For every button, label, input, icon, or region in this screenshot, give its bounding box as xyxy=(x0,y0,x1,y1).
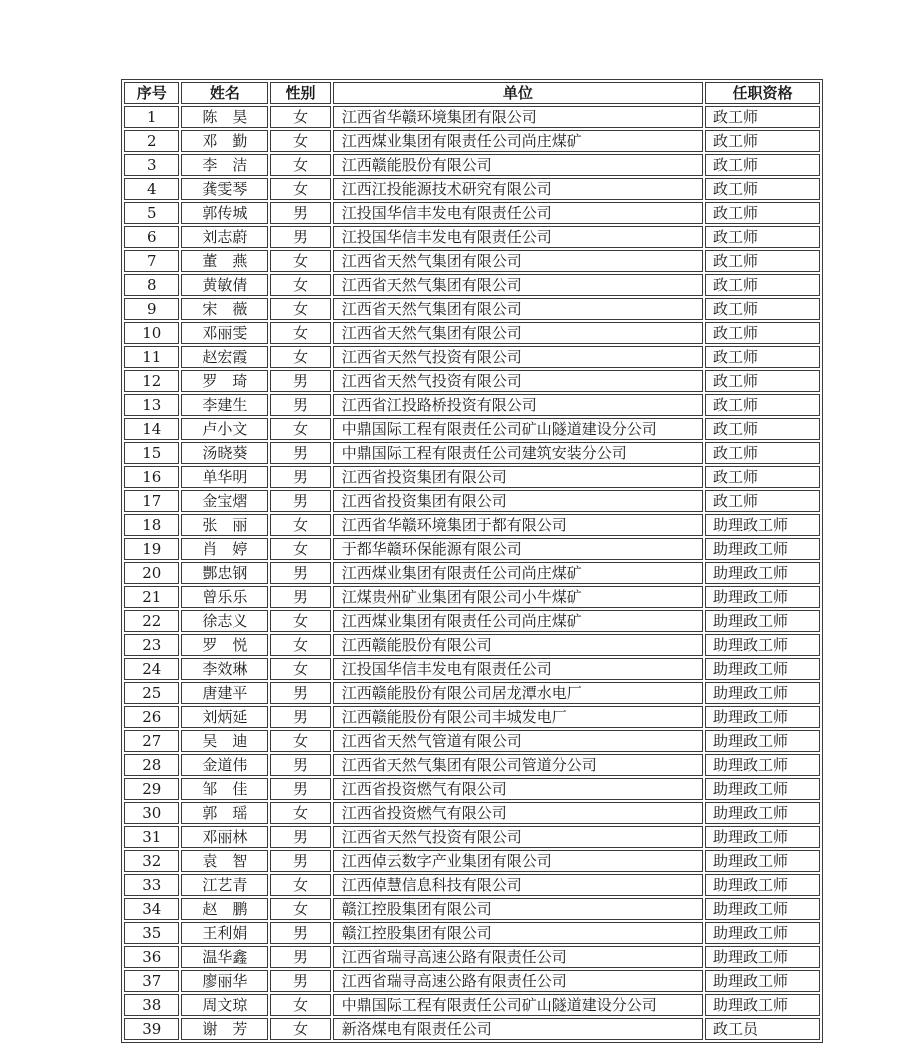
cell-index: 12 xyxy=(124,370,179,392)
cell-gender: 女 xyxy=(270,514,331,536)
cell-qualification: 政工师 xyxy=(705,154,820,176)
table-row xyxy=(124,562,820,584)
cell-index: 4 xyxy=(124,178,179,200)
cell-qualification: 政工师 xyxy=(705,226,820,248)
cell-qualification: 助理政工师 xyxy=(705,538,820,560)
table-row xyxy=(124,490,820,512)
cell-name: 温华鑫 xyxy=(181,946,268,968)
cell-gender: 女 xyxy=(270,130,331,152)
cell-qualification: 政工员 xyxy=(705,1018,820,1040)
cell-qualification: 政工师 xyxy=(705,130,820,152)
cell-name: 张 丽 xyxy=(181,514,268,536)
cell-name: 邹 佳 xyxy=(181,778,268,800)
cell-name: 金宝熠 xyxy=(181,490,268,512)
cell-unit: 于都华赣环保能源有限公司 xyxy=(333,538,703,560)
cell-qualification: 助理政工师 xyxy=(705,682,820,704)
column-header-index: 序号 xyxy=(124,82,179,104)
cell-unit: 江西省投资燃气有限公司 xyxy=(333,778,703,800)
cell-gender: 男 xyxy=(270,562,331,584)
cell-qualification: 助理政工师 xyxy=(705,658,820,680)
cell-qualification: 政工师 xyxy=(705,490,820,512)
table-row xyxy=(124,778,820,800)
cell-index: 21 xyxy=(124,586,179,608)
cell-name: 李效琳 xyxy=(181,658,268,680)
cell-gender: 女 xyxy=(270,154,331,176)
cell-gender: 男 xyxy=(270,442,331,464)
cell-index: 22 xyxy=(124,610,179,632)
cell-index: 7 xyxy=(124,250,179,272)
cell-qualification: 助理政工师 xyxy=(705,994,820,1016)
cell-unit: 中鼎国际工程有限责任公司矿山隧道建设分公司 xyxy=(333,418,703,440)
table-header-row xyxy=(124,82,820,104)
cell-gender: 男 xyxy=(270,682,331,704)
cell-qualification: 助理政工师 xyxy=(705,634,820,656)
cell-qualification: 政工师 xyxy=(705,250,820,272)
table-row xyxy=(124,250,820,272)
cell-index: 10 xyxy=(124,322,179,344)
cell-name: 李 洁 xyxy=(181,154,268,176)
cell-name: 徐志义 xyxy=(181,610,268,632)
cell-unit: 江投国华信丰发电有限责任公司 xyxy=(333,226,703,248)
cell-qualification: 政工师 xyxy=(705,178,820,200)
cell-qualification: 政工师 xyxy=(705,202,820,224)
cell-index: 31 xyxy=(124,826,179,848)
cell-gender: 女 xyxy=(270,322,331,344)
cell-unit: 江西省华赣环境集团有限公司 xyxy=(333,106,703,128)
cell-name: 罗 琦 xyxy=(181,370,268,392)
table-row xyxy=(124,610,820,632)
cell-gender: 男 xyxy=(270,586,331,608)
cell-name: 曾乐乐 xyxy=(181,586,268,608)
cell-gender: 女 xyxy=(270,274,331,296)
cell-gender: 女 xyxy=(270,418,331,440)
table-row xyxy=(124,754,820,776)
cell-name: 邓丽林 xyxy=(181,826,268,848)
cell-qualification: 助理政工师 xyxy=(705,586,820,608)
cell-qualification: 助理政工师 xyxy=(705,802,820,824)
cell-name: 周文琼 xyxy=(181,994,268,1016)
table-row xyxy=(124,130,820,152)
cell-name: 吴 迪 xyxy=(181,730,268,752)
cell-unit: 赣江控股集团有限公司 xyxy=(333,922,703,944)
cell-unit: 中鼎国际工程有限责任公司矿山隧道建设分公司 xyxy=(333,994,703,1016)
cell-gender: 女 xyxy=(270,250,331,272)
cell-unit: 江西省天然气集团有限公司 xyxy=(333,250,703,272)
cell-index: 1 xyxy=(124,106,179,128)
cell-name: 宋 薇 xyxy=(181,298,268,320)
cell-unit: 江西煤业集团有限责任公司尚庄煤矿 xyxy=(333,130,703,152)
cell-qualification: 政工师 xyxy=(705,346,820,368)
column-header-qualification: 任职资格 xyxy=(705,82,820,104)
cell-unit: 江西省投资集团有限公司 xyxy=(333,490,703,512)
cell-name: 龚雯琴 xyxy=(181,178,268,200)
cell-name: 汤晓葵 xyxy=(181,442,268,464)
cell-index: 36 xyxy=(124,946,179,968)
table-row xyxy=(124,466,820,488)
cell-index: 27 xyxy=(124,730,179,752)
cell-qualification: 助理政工师 xyxy=(705,922,820,944)
table-body xyxy=(124,106,820,1040)
cell-gender: 女 xyxy=(270,994,331,1016)
cell-index: 9 xyxy=(124,298,179,320)
cell-name: 董 燕 xyxy=(181,250,268,272)
cell-index: 11 xyxy=(124,346,179,368)
cell-qualification: 助理政工师 xyxy=(705,754,820,776)
cell-index: 13 xyxy=(124,394,179,416)
cell-qualification: 政工师 xyxy=(705,442,820,464)
table-row xyxy=(124,178,820,200)
table-row xyxy=(124,322,820,344)
table-row xyxy=(124,346,820,368)
cell-name: 刘炳延 xyxy=(181,706,268,728)
cell-index: 30 xyxy=(124,802,179,824)
cell-unit: 江西省天然气投资有限公司 xyxy=(333,826,703,848)
cell-unit: 江西赣能股份有限公司 xyxy=(333,634,703,656)
table-row xyxy=(124,394,820,416)
cell-qualification: 助理政工师 xyxy=(705,850,820,872)
cell-index: 28 xyxy=(124,754,179,776)
cell-unit: 江西省天然气集团有限公司 xyxy=(333,274,703,296)
table-row xyxy=(124,106,820,128)
cell-index: 8 xyxy=(124,274,179,296)
cell-name: 陈 昊 xyxy=(181,106,268,128)
cell-name: 赵 鹏 xyxy=(181,898,268,920)
cell-unit: 江西江投能源技术研究有限公司 xyxy=(333,178,703,200)
cell-qualification: 助理政工师 xyxy=(705,562,820,584)
cell-name: 肖 婷 xyxy=(181,538,268,560)
table-row xyxy=(124,658,820,680)
table-row xyxy=(124,154,820,176)
cell-qualification: 助理政工师 xyxy=(705,778,820,800)
table-row xyxy=(124,226,820,248)
cell-unit: 江投国华信丰发电有限责任公司 xyxy=(333,658,703,680)
cell-name: 邓 勤 xyxy=(181,130,268,152)
cell-index: 23 xyxy=(124,634,179,656)
cell-qualification: 助理政工师 xyxy=(705,826,820,848)
cell-name: 李建生 xyxy=(181,394,268,416)
table-row xyxy=(124,850,820,872)
column-header-name: 姓名 xyxy=(181,82,268,104)
cell-name: 金道伟 xyxy=(181,754,268,776)
cell-index: 29 xyxy=(124,778,179,800)
cell-name: 单华明 xyxy=(181,466,268,488)
cell-qualification: 助理政工师 xyxy=(705,610,820,632)
cell-gender: 女 xyxy=(270,634,331,656)
cell-gender: 男 xyxy=(270,490,331,512)
table-row xyxy=(124,634,820,656)
cell-gender: 女 xyxy=(270,346,331,368)
cell-name: 江艺青 xyxy=(181,874,268,896)
table-row xyxy=(124,802,820,824)
cell-name: 黄敏倩 xyxy=(181,274,268,296)
cell-qualification: 助理政工师 xyxy=(705,970,820,992)
cell-gender: 男 xyxy=(270,778,331,800)
cell-index: 15 xyxy=(124,442,179,464)
table-row xyxy=(124,874,820,896)
cell-gender: 女 xyxy=(270,898,331,920)
table-row xyxy=(124,826,820,848)
cell-unit: 江西省华赣环境集团于都有限公司 xyxy=(333,514,703,536)
cell-qualification: 政工师 xyxy=(705,298,820,320)
table-row xyxy=(124,994,820,1016)
cell-unit: 江西省天然气集团有限公司 xyxy=(333,322,703,344)
cell-index: 5 xyxy=(124,202,179,224)
cell-unit: 江西省瑞寻高速公路有限责任公司 xyxy=(333,970,703,992)
cell-name: 郭传城 xyxy=(181,202,268,224)
cell-gender: 女 xyxy=(270,106,331,128)
table-row xyxy=(124,298,820,320)
cell-gender: 男 xyxy=(270,922,331,944)
cell-index: 3 xyxy=(124,154,179,176)
cell-index: 26 xyxy=(124,706,179,728)
cell-qualification: 政工师 xyxy=(705,106,820,128)
cell-gender: 女 xyxy=(270,298,331,320)
cell-index: 38 xyxy=(124,994,179,1016)
cell-gender: 女 xyxy=(270,538,331,560)
cell-gender: 男 xyxy=(270,826,331,848)
column-header-gender: 性别 xyxy=(270,82,331,104)
cell-qualification: 政工师 xyxy=(705,322,820,344)
cell-gender: 女 xyxy=(270,1018,331,1040)
table-row xyxy=(124,970,820,992)
cell-gender: 男 xyxy=(270,466,331,488)
cell-unit: 中鼎国际工程有限责任公司建筑安装分公司 xyxy=(333,442,703,464)
cell-index: 19 xyxy=(124,538,179,560)
cell-index: 6 xyxy=(124,226,179,248)
cell-qualification: 助理政工师 xyxy=(705,514,820,536)
cell-gender: 男 xyxy=(270,226,331,248)
cell-unit: 江西省天然气管道有限公司 xyxy=(333,730,703,752)
cell-gender: 女 xyxy=(270,658,331,680)
cell-unit: 江西煤业集团有限责任公司尚庄煤矿 xyxy=(333,562,703,584)
cell-unit: 江煤贵州矿业集团有限公司小牛煤矿 xyxy=(333,586,703,608)
cell-name: 酆忠钢 xyxy=(181,562,268,584)
cell-qualification: 政工师 xyxy=(705,466,820,488)
cell-index: 37 xyxy=(124,970,179,992)
cell-gender: 男 xyxy=(270,370,331,392)
cell-index: 33 xyxy=(124,874,179,896)
cell-unit: 江西倬云数字产业集团有限公司 xyxy=(333,850,703,872)
cell-gender: 男 xyxy=(270,970,331,992)
cell-index: 16 xyxy=(124,466,179,488)
cell-qualification: 助理政工师 xyxy=(705,706,820,728)
table-header xyxy=(124,82,820,104)
cell-unit: 江西赣能股份有限公司 xyxy=(333,154,703,176)
cell-index: 39 xyxy=(124,1018,179,1040)
cell-name: 赵宏霞 xyxy=(181,346,268,368)
cell-unit: 江西省瑞寻高速公路有限责任公司 xyxy=(333,946,703,968)
table-row xyxy=(124,202,820,224)
cell-index: 24 xyxy=(124,658,179,680)
table-row xyxy=(124,442,820,464)
cell-name: 袁 智 xyxy=(181,850,268,872)
cell-unit: 江西倬慧信息科技有限公司 xyxy=(333,874,703,896)
cell-gender: 男 xyxy=(270,946,331,968)
cell-gender: 男 xyxy=(270,394,331,416)
cell-index: 34 xyxy=(124,898,179,920)
table-row xyxy=(124,586,820,608)
cell-index: 2 xyxy=(124,130,179,152)
cell-unit: 江西赣能股份有限公司丰城发电厂 xyxy=(333,706,703,728)
table-row xyxy=(124,418,820,440)
cell-name: 郭 瑶 xyxy=(181,802,268,824)
table-row xyxy=(124,274,820,296)
cell-gender: 女 xyxy=(270,610,331,632)
cell-name: 唐建平 xyxy=(181,682,268,704)
cell-gender: 男 xyxy=(270,202,331,224)
cell-index: 14 xyxy=(124,418,179,440)
cell-qualification: 政工师 xyxy=(705,370,820,392)
cell-gender: 女 xyxy=(270,730,331,752)
cell-gender: 女 xyxy=(270,178,331,200)
cell-unit: 江投国华信丰发电有限责任公司 xyxy=(333,202,703,224)
table-row xyxy=(124,370,820,392)
table-row xyxy=(124,706,820,728)
cell-index: 18 xyxy=(124,514,179,536)
cell-name: 罗 悦 xyxy=(181,634,268,656)
table-row xyxy=(124,1018,820,1040)
cell-qualification: 助理政工师 xyxy=(705,874,820,896)
cell-unit: 江西煤业集团有限责任公司尚庄煤矿 xyxy=(333,610,703,632)
table-row xyxy=(124,514,820,536)
cell-name: 卢小文 xyxy=(181,418,268,440)
cell-index: 25 xyxy=(124,682,179,704)
cell-unit: 赣江控股集团有限公司 xyxy=(333,898,703,920)
cell-gender: 男 xyxy=(270,850,331,872)
cell-qualification: 助理政工师 xyxy=(705,730,820,752)
cell-qualification: 政工师 xyxy=(705,274,820,296)
cell-unit: 江西省天然气投资有限公司 xyxy=(333,346,703,368)
cell-unit: 江西省天然气集团有限公司管道分公司 xyxy=(333,754,703,776)
cell-unit: 江西赣能股份有限公司居龙潭水电厂 xyxy=(333,682,703,704)
cell-qualification: 政工师 xyxy=(705,394,820,416)
cell-qualification: 助理政工师 xyxy=(705,898,820,920)
cell-gender: 女 xyxy=(270,874,331,896)
table-row xyxy=(124,730,820,752)
cell-gender: 男 xyxy=(270,706,331,728)
table-row xyxy=(124,946,820,968)
cell-unit: 江西省投资燃气有限公司 xyxy=(333,802,703,824)
cell-index: 17 xyxy=(124,490,179,512)
cell-unit: 江西省投资集团有限公司 xyxy=(333,466,703,488)
cell-name: 刘志蔚 xyxy=(181,226,268,248)
personnel-table xyxy=(121,79,823,1043)
cell-unit: 江西省江投路桥投资有限公司 xyxy=(333,394,703,416)
cell-name: 王利娟 xyxy=(181,922,268,944)
cell-name: 谢 芳 xyxy=(181,1018,268,1040)
cell-qualification: 助理政工师 xyxy=(705,946,820,968)
table-row xyxy=(124,682,820,704)
cell-gender: 男 xyxy=(270,754,331,776)
cell-index: 32 xyxy=(124,850,179,872)
cell-unit: 江西省天然气投资有限公司 xyxy=(333,370,703,392)
cell-index: 20 xyxy=(124,562,179,584)
cell-name: 廖丽华 xyxy=(181,970,268,992)
cell-gender: 女 xyxy=(270,802,331,824)
column-header-unit: 单位 xyxy=(333,82,703,104)
table-row xyxy=(124,922,820,944)
cell-qualification: 政工师 xyxy=(705,418,820,440)
cell-unit: 江西省天然气集团有限公司 xyxy=(333,298,703,320)
cell-name: 邓丽雯 xyxy=(181,322,268,344)
table-row xyxy=(124,538,820,560)
cell-unit: 新洛煤电有限责任公司 xyxy=(333,1018,703,1040)
cell-index: 35 xyxy=(124,922,179,944)
table-row xyxy=(124,898,820,920)
